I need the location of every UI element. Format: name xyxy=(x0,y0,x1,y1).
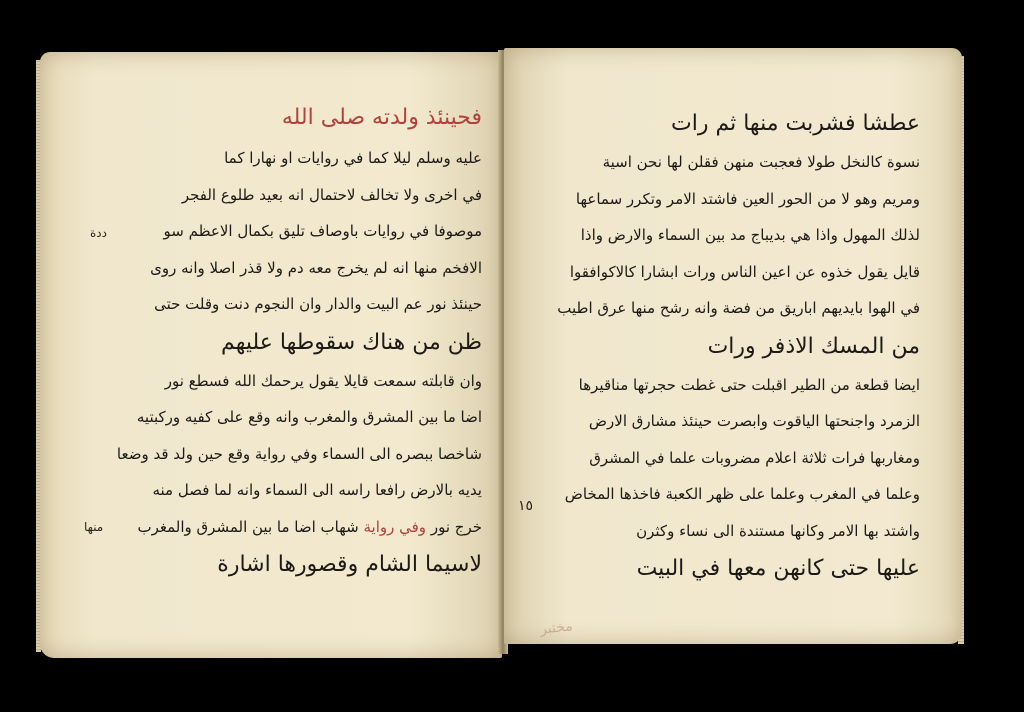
left-inline-red: وفي رواية xyxy=(363,517,427,536)
left-margin-note-2: منها xyxy=(84,520,104,534)
left-line-2: في اخرى ولا تخالف لاحتمال انه بعيد طلوع الفجر xyxy=(181,185,482,204)
left-line-7: وان قابلته سمعت قايلا يقول يرحمك الله فسطع نور xyxy=(164,371,482,390)
right-line-1: عطشا فشربت منها ثم رات xyxy=(671,111,920,136)
right-line-13: عليها حتى كانهن معها في البيت xyxy=(636,556,920,581)
library-stamp: مختبر xyxy=(539,618,574,638)
left-line-11 xyxy=(86,509,482,546)
left-line-12: لاسيما الشام وقصورها اشارة xyxy=(217,552,482,577)
left-line-3: موصوفا في روايات باوصاف تليق بكمال الاعظم سو xyxy=(163,222,482,240)
left-line-6: ظن من هناك سقوطها عليهم xyxy=(221,329,482,355)
left-heading: فحينئذ ولدته صلى الله xyxy=(281,105,482,130)
right-line-4: لذلك المهول واذا هي بديباج مد بين السماء والارض واذا xyxy=(580,226,920,244)
right-line-3: ومريم وهو لا من الحور العين فاشتد الامر وتكرر سماعها xyxy=(575,189,920,208)
right-margin-number: ١٥ xyxy=(518,498,534,514)
left-line-1: عليه وسلم ليلا كما في روايات او نهارا كما xyxy=(224,149,482,167)
left-line-11-end: شهاب اضا ما بين المشرق والمغرب xyxy=(137,517,359,536)
left-line-8: اضا ما بين المشرق والمغرب وانه وقع على كفيه وركبتيه xyxy=(136,408,482,426)
right-line-6: في الهوا بايديهم اباريق من فضة وانه رشح منها عرق اطيب xyxy=(557,299,920,317)
left-line-11-start: خرج نور xyxy=(430,517,482,536)
right-line-9: الزمرد واجنحتها الياقوت وابصرت حينئذ مشارق الارض xyxy=(588,412,920,430)
right-line-2: نسوة كالنخل طولا فعجبت منهن فقلن لها نحن اسية xyxy=(602,153,920,171)
left-page-text xyxy=(86,96,482,585)
left-margin-note-1: ددة xyxy=(90,226,107,240)
right-page-text xyxy=(540,104,920,589)
right-line-7: من المسك الاذفر ورات xyxy=(707,333,920,359)
left-line-9: شاخصا ببصره الى السماء وفي رواية وقع حين ولد قد وضعا xyxy=(116,444,482,463)
left-line-4: الافخم منها انه لم يخرج معه دم ولا قذر اصلا وانه روى xyxy=(150,258,482,277)
right-line-5: قايل يقول خذوه عن اعين الناس ورات ابشارا كالاكوافقوا xyxy=(569,262,920,281)
right-line-11: وعلما في المغرب وعلما على ظهر الكعبة فاخذها المخاض xyxy=(564,485,920,503)
left-line-5: حينئذ نور عم البيت والدار وان النجوم دنت وقلت حتى xyxy=(154,295,482,313)
right-line-12: واشتد بها الامر وكانها مستندة الى نساء وكثرن xyxy=(636,521,920,540)
right-line-10: ومغاربها فرات ثلاثة اعلام مضروبات علما في المشرق xyxy=(589,448,920,467)
right-line-8: ايضا قطعة من الطير اقبلت حتى غطت حجرتها مناقيرها xyxy=(578,375,920,394)
left-line-10: يديه بالارض رافعا راسه الى السماء وانه لما فصل منه xyxy=(152,481,482,499)
